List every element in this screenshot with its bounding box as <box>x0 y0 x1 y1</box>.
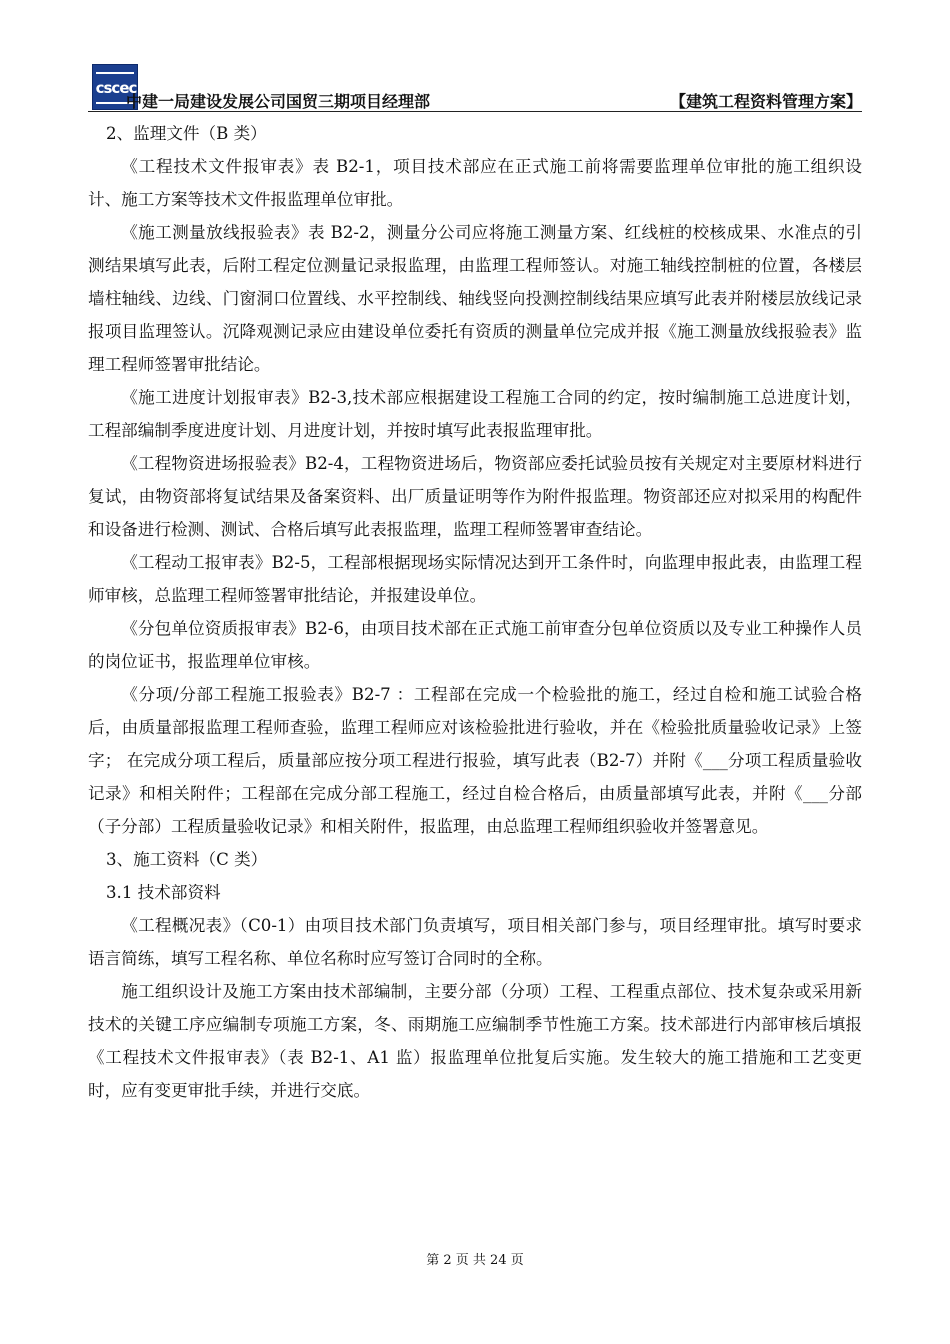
paragraph-b2-1: 《工程技术文件报审表》表 B2-1，项目技术部应在正式施工前将需要监理单位审批的施工组织设计、施工方案等技术文件报监理单位审批。 <box>88 157 862 209</box>
paragraph-b2-6: 《分包单位资质报审表》B2-6，由项目技术部在正式施工前审查分包单位资质以及专业工种操作人员的岗位证书，报监理单位审核。 <box>88 619 862 671</box>
paragraph-b2-5: 《工程动工报审表》B2-5，工程部根据现场实际情况达到开工条件时，向监理申报此表，由监理工程师审核，总监理工程师签署审批结论，并报建设单位。 <box>88 553 862 605</box>
header-document-title: 【建筑工程资料管理方案】 <box>669 92 862 111</box>
header-divider <box>88 111 862 112</box>
paragraph-b2-7: 《分项/分部工程施工报验表》B2-7 ：工程部在完成一个检验批的施工，经过自检和施工试验合格后，由质量部报监理工程师查验，监理工程师应对该检验批进行验收，并在《检验批质量验收记录》上签字； 在完成分项工程后，质量部应按分项工程进行报验，填写此表（B2-7）并附《___分项工程质量验收记录》和相关附件；工程部在完成分部工程施工，经过自检合格后，由质量部填写此表，并附《___分部（子分部）工程质量验收记录》和相关附件，报监理，由总监理工程师组织验收并签署意见。 <box>88 685 862 836</box>
section-heading-c: 3、施工资料（C 类） <box>106 850 268 869</box>
paragraph-b2-4: 《工程物资进场报验表》B2-4，工程物资进场后，物资部应委托试验员按有关规定对主要原材料进行复试，由物资部将复试结果及备案资料、出厂质量证明等作为附件报监理。物资部还应对拟采用的构配件和设备进行检测、测试、合格后填写此表报监理，监理工程师签署审查结论。 <box>88 454 862 539</box>
paragraph-c0-1: 《工程概况表》（C0-1）由项目技术部门负责填写，项目相关部门参与，项目经理审批。填写时要求语言简练，填写工程名称、单位名称时应写签订合同时的全称。 <box>88 916 862 968</box>
paragraph-b2-2: 《施工测量放线报验表》表 B2-2，测量分公司应将施工测量方案、红线桩的校核成果、水准点的引测结果填写此表，后附工程定位测量记录报监理，由监理工程师签认。对施工轴线控制桩的位置，各楼层墙柱轴线、边线、门窗洞口位置线、水平控制线、轴线竖向投测控制线结果应填写此表并附楼层放线记录报项目监理签认。沉降观测记录应由建设单位委托有资质的测量单位完成并报《施工测量放线报验表》监理工程师签署审批结论。 <box>88 223 862 374</box>
paragraph-construction-plan: 施工组织设计及施工方案由技术部编制，主要分部（分项）工程、工程重点部位、技术复杂或采用新技术的关键工序应编制专项施工方案，冬、雨期施工应编制季节性施工方案。技术部进行内部审核后填报《工程技术文件报审表》（表 B2-1、A1 监）报监理单位批复后实施。发生较大的施工措施和工艺变更时，应有变更审批手续，并进行交底。 <box>88 982 862 1100</box>
page-number-footer: 第 2 页 共 24 页 <box>426 1253 524 1268</box>
section-heading-b: 2、监理文件（B 类） <box>106 124 267 143</box>
page-header <box>88 60 862 116</box>
paragraph-b2-3: 《施工进度计划报审表》B2-3,技术部应根据建设工程施工合同的约定，按时编制施工总进度计划，工程部编制季度进度计划、月进度计划，并按时填写此表报监理审批。 <box>88 388 862 440</box>
subsection-heading-3-1: 3.1 技术部资料 <box>106 883 221 902</box>
document-body <box>88 117 862 1107</box>
logo-text: cscec <box>95 79 137 97</box>
logo-stripe <box>96 72 134 74</box>
header-company-name: 中建一局建设发展公司国贸三期项目经理部 <box>126 92 431 111</box>
